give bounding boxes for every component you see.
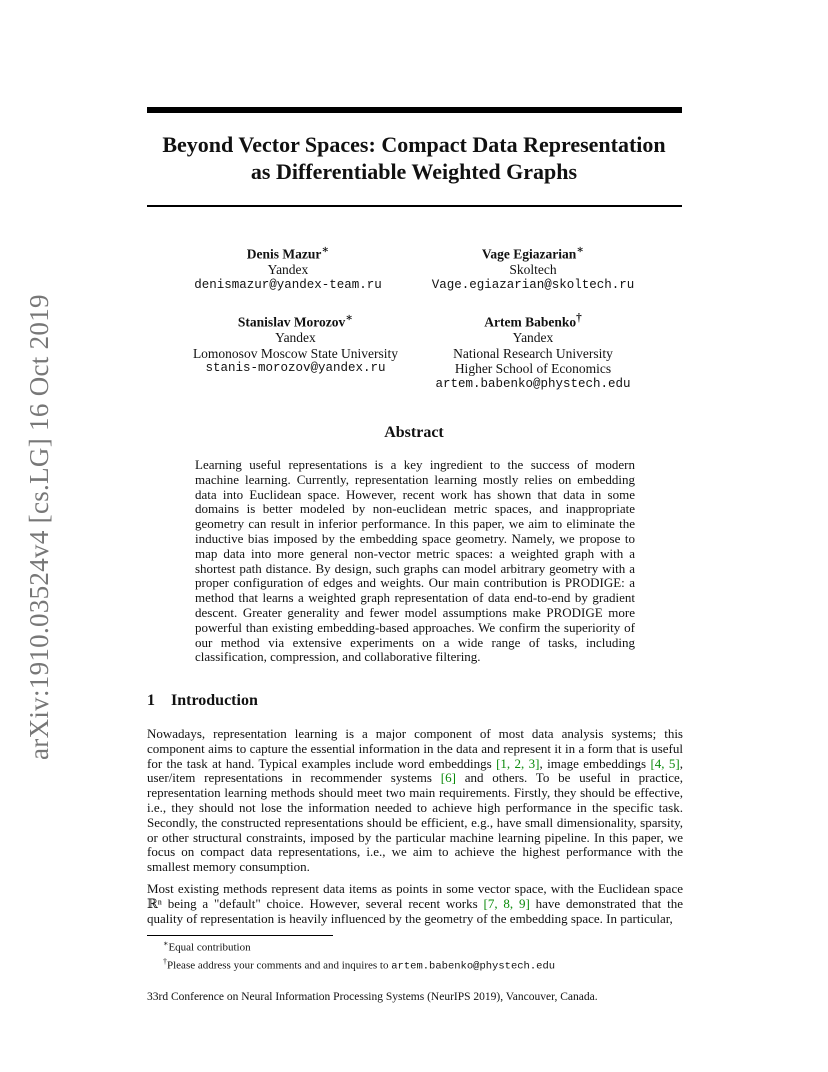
- section-number: 1: [147, 692, 155, 709]
- footnote-2: †Please address your comments and and inquires to artem.babenko@phystech.edu: [163, 957, 556, 973]
- citation-link[interactable]: [6]: [440, 770, 456, 786]
- author-block-2: [413, 243, 653, 293]
- author-affiliation: Higher School of Economics: [454, 361, 612, 376]
- author-name: Artem Babenko†: [484, 312, 582, 330]
- paper-title: [100, 131, 728, 185]
- footnote-rule: [147, 935, 333, 936]
- author-block-3: [178, 311, 413, 377]
- author-email: denismazur@yandex-team.ru: [194, 277, 382, 292]
- author-name: Denis Mazur∗: [246, 244, 330, 262]
- intro-paragraph-2: Most existing methods represent data items as points in some vector space, with the Euclidean space ℝⁿ being a "default" choice. However, several recent works [7, 8, 9] have demonstrated that the quality of representation is heavily influenced by the geometry of the embedding space. In particular,: [147, 881, 683, 926]
- author-name: Stanislav Morozov∗: [237, 312, 354, 330]
- title-line-1: Beyond Vector Spaces: Compact Data Representation: [162, 132, 666, 157]
- citation-link[interactable]: [7, 8, 9]: [483, 895, 530, 911]
- author-affiliation: Yandex: [275, 330, 316, 345]
- footnote-1: ∗Equal contribution: [163, 939, 251, 954]
- author-email: artem.babenko@phystech.edu: [435, 376, 631, 391]
- title-bottom-rule: [147, 205, 682, 207]
- author-block-1: [178, 243, 398, 293]
- author-affiliation: Yandex: [512, 330, 554, 345]
- author-affiliation: Skoltech: [509, 262, 557, 277]
- section-heading: [147, 692, 258, 710]
- citation-link[interactable]: [1, 2, 3]: [496, 755, 540, 771]
- author-affiliation: National Research University: [453, 345, 613, 361]
- venue-note: 33rd Conference on Neural Information Processing Systems (NeurIPS 2019), Vancouver, Canada.: [147, 991, 598, 1003]
- intro-paragraph-1: Nowadays, representation learning is a major component of most data analysis systems; this component aims to capture the essential information in the data and represent it in a form that is useful for the task at hand. Typical examples include word embeddings [1, 2, 3], image embeddings [4, 5], user/item representations in recommender systems [6] and others. To be useful in practice, representation learning methods should meet two main requirements. Firstly, they should be effective, i.e., they should not lose the information needed to achieve high performance in the specific task. Secondly, the constructed representations should be efficient, e.g., have small dimensionality, sparsity, or other structural constraints, imposed by the particular machine learning pipeline. In this paper, we focus on compact data representations, i.e., we aim to achieve the highest performance with the smallest memory consumption.: [147, 726, 684, 875]
- author-block-4: [413, 311, 653, 392]
- section-title: Introduction: [171, 692, 258, 709]
- arxiv-stamp: arXiv:1910.03524v4 [cs.LG] 16 Oct 2019: [24, 294, 54, 760]
- footnotes: [147, 937, 683, 974]
- author-email: stanis-morozov@yandex.ru: [205, 361, 386, 375]
- abstract-heading: Abstract: [384, 424, 444, 441]
- author-name: Vage Egiazarian∗: [481, 244, 585, 262]
- abstract-text: Learning useful representations is a key ingredient to the success of modern machine learning. Currently, representation learning mostly relies on embedding data into Euclidean space. However, recent work has shown that data in some domains is better modeled by non-euclidean metric spaces, and inappropriate geometry can result in inferior performance. In this paper, we aim to eliminate the inductive bias imposed by the embedding space geometry. Namely, we propose to map data into more general non-vector metric spaces: a weighted graph with a shortest path distance. By design, such graphs can model arbitrary geometry with a proper configuration of edges and weights. Our main contribution is PRODIGE: a method that learns a weighted graph representation of data end-to-end by gradient descent. Greater generality and fewer model assumptions make PRODIGE more powerful than existing embedding-based approaches. We confirm the superiority of our method via extensive experiments on a wide range of tasks, including classification, compression, and collaborative filtering.: [195, 457, 635, 665]
- title-top-rule: [147, 107, 682, 113]
- author-affiliation: Yandex: [267, 262, 309, 277]
- author-affiliation: Lomonosov Moscow State University: [192, 345, 399, 361]
- citation-link[interactable]: [4, 5]: [650, 755, 680, 771]
- author-email: Vage.egiazarian@skoltech.ru: [431, 277, 635, 292]
- title-line-2: as Differentiable Weighted Graphs: [250, 159, 578, 184]
